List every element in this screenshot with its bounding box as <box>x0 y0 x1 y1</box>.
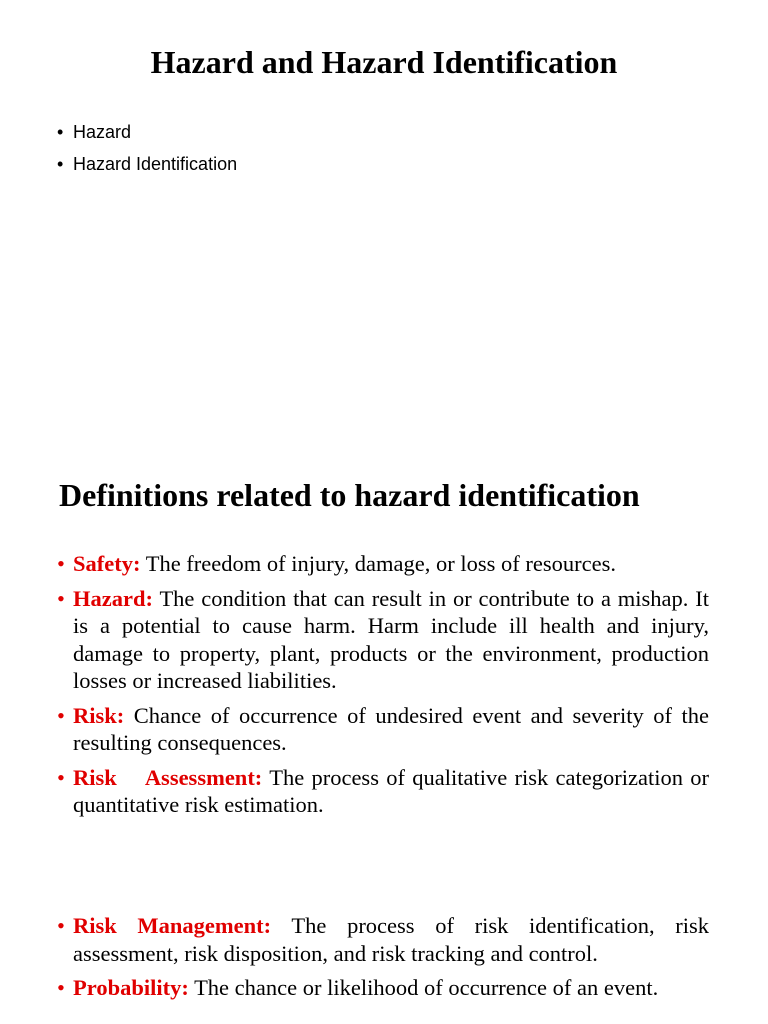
definition-item <box>57 764 709 819</box>
topic-list <box>57 116 237 180</box>
topic-item-hazard-identification: • Hazard Identification <box>57 148 237 180</box>
definition-text: The chance or likelihood of occurrence of an event. <box>194 975 659 1000</box>
definition-term: Risk Assessment: <box>73 764 263 790</box>
definition-item <box>57 912 709 967</box>
definition-term: Risk Management: <box>73 913 272 938</box>
topic-item-hazard: • Hazard <box>57 116 237 148</box>
definition-term: Safety: <box>73 551 141 576</box>
definition-text: The freedom of injury, damage, or loss of resources. <box>145 551 616 576</box>
definition-item <box>57 974 709 1002</box>
definition-item <box>57 585 709 695</box>
definition-list <box>57 912 709 1009</box>
slide-title: Definitions related to hazard identification <box>59 477 640 513</box>
definition-text: The process of risk identification, risk assessment, risk disposition, and risk tracking and control. <box>73 913 710 966</box>
definition-text: Chance of occurrence of undesired event and severity of the resulting consequences. <box>73 702 709 755</box>
definition-item <box>57 550 709 578</box>
definition-term: Risk: <box>73 702 125 728</box>
definition-text: The condition that can result in or contribute to a mishap. It is a potential to cause harm. Harm include ill health and injury, damage to property, plant, products or the environment, production losses or increased liabilities. <box>73 585 709 693</box>
definition-text: The process of qualitative risk categorization or quantitative risk estimation. <box>73 764 710 817</box>
definition-term: Probability: <box>73 975 189 1000</box>
definition-item <box>57 702 709 757</box>
slide-hazard-identification <box>0 0 768 440</box>
definition-term: Hazard: <box>73 585 153 611</box>
definition-list <box>57 550 709 826</box>
slide-definitions <box>0 440 768 1024</box>
slide-title: Hazard and Hazard Identification <box>150 44 618 80</box>
